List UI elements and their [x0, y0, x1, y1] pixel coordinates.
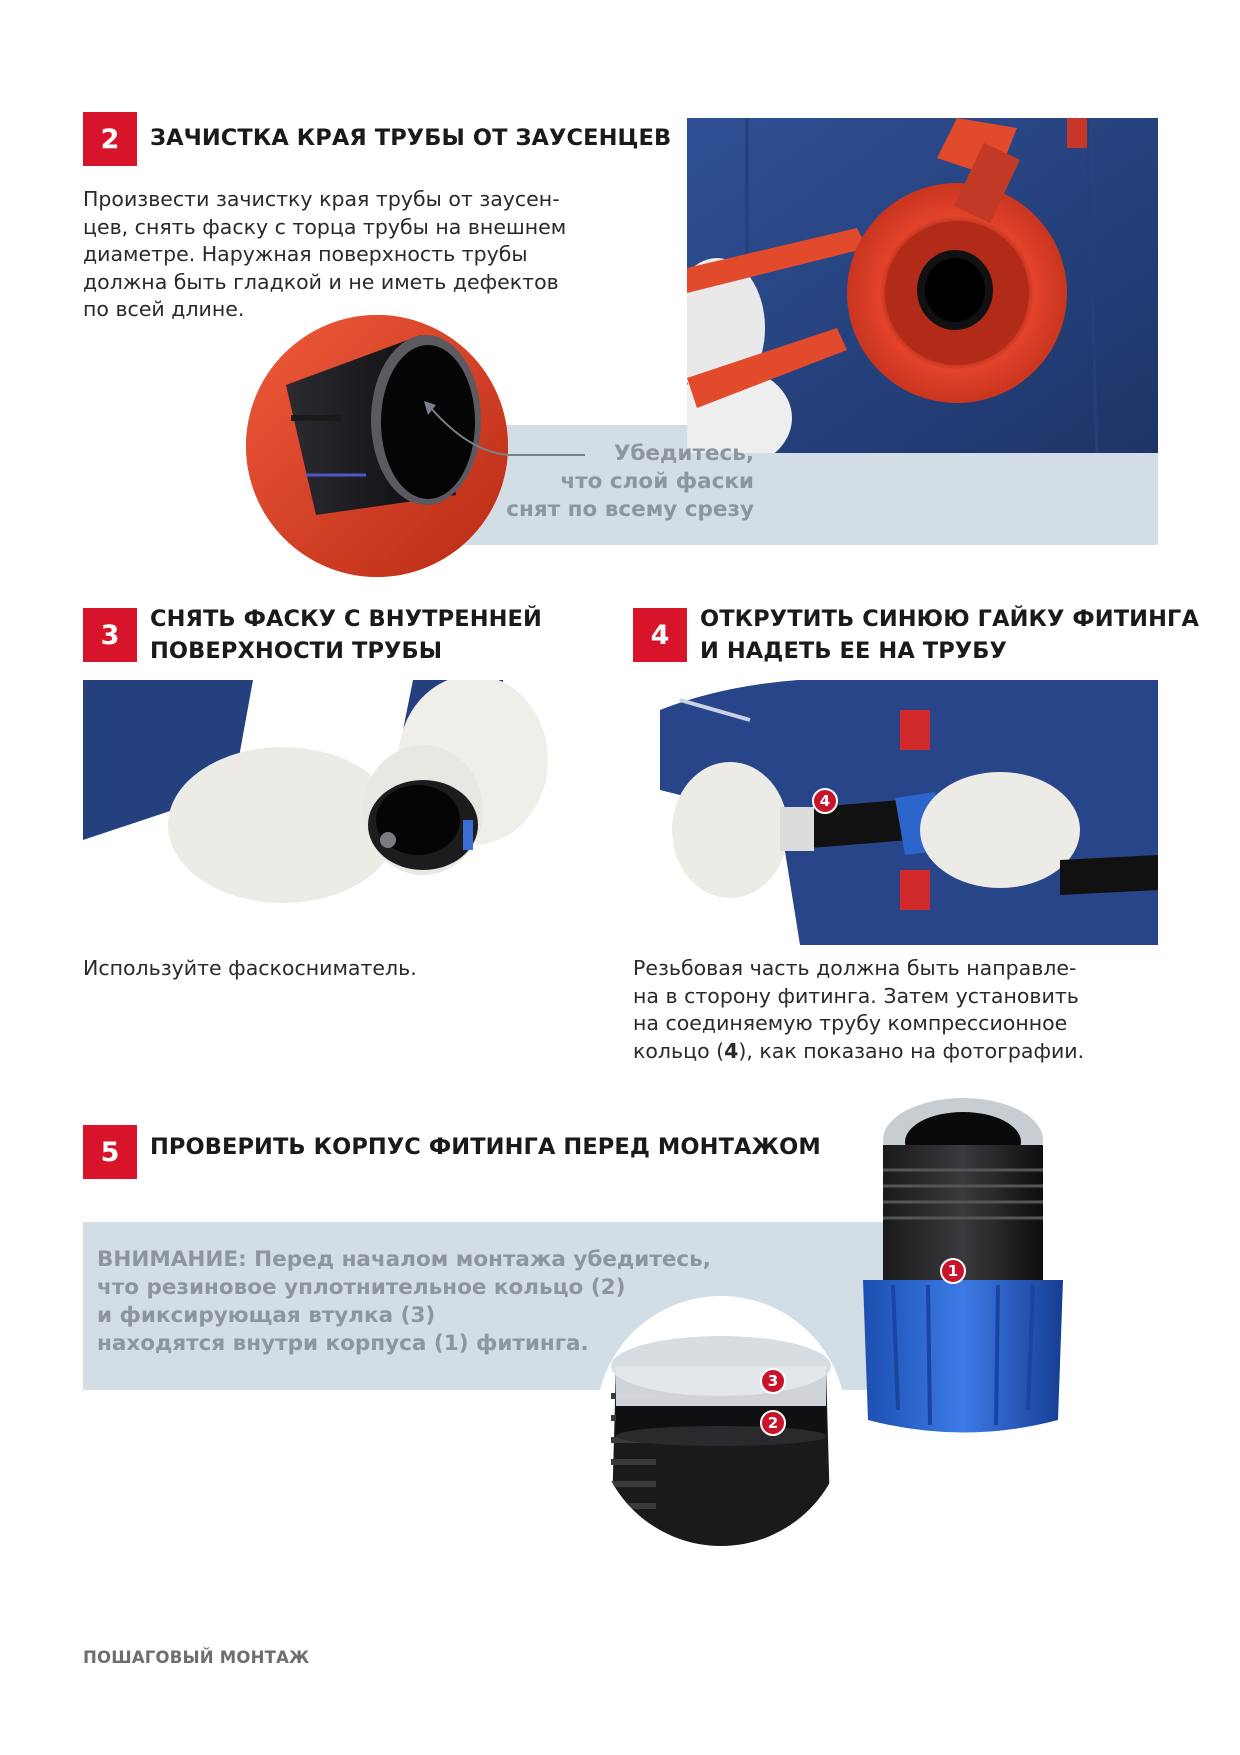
step-2-text — [83, 186, 566, 324]
text-line: цев, снять фаску с торца трубы на внешнем — [83, 214, 567, 239]
title-line: И НАДЕТЬ ЕЕ НА ТРУБУ — [700, 638, 1007, 664]
step-5-badge: 5 — [83, 1125, 137, 1179]
note-line: Убедитесь, — [613, 441, 754, 466]
step-3-text: Используйте фаскосниматель. — [83, 956, 417, 980]
page-footer: ПОШАГОВЫЙ МОНТАЖ — [83, 1648, 310, 1667]
chamfer-tool-photo — [83, 680, 553, 930]
text-line: на в сторону фитинга. Затем установить — [633, 983, 1079, 1008]
step-5-title: ПРОВЕРИТЬ КОРПУС ФИТИНГА ПЕРЕД МОНТАЖОМ — [150, 1134, 821, 1160]
text-line: Резьбовая часть должна быть направле- — [633, 956, 1077, 980]
photo-marker-4: 4 — [812, 788, 838, 814]
title-line: СНЯТЬ ФАСКУ С ВНУТРЕННЕЙ — [150, 606, 542, 632]
text-line: Произвести зачистку края трубы от заусен- — [83, 187, 560, 211]
text-line: диаметре. Наружная поверхность трубы — [83, 242, 528, 266]
step-5-note — [97, 1246, 711, 1358]
fitting-marker-3: 3 — [760, 1368, 786, 1394]
pipe-cutter-photo — [687, 118, 1158, 453]
note-line: находятся внутри корпуса (1) фитинга. — [97, 1331, 589, 1356]
fitting-marker-2: 2 — [760, 1410, 786, 1436]
step-4-title — [700, 603, 1199, 667]
step-4-badge: 4 — [633, 608, 687, 662]
note-line: ВНИМАНИЕ: Перед началом монтажа убедитесь, — [97, 1247, 711, 1272]
step-2-note — [506, 440, 754, 524]
note-line: что слой фаски — [560, 469, 754, 494]
step-3-title — [150, 603, 542, 667]
note-line: снят по всему срезу — [506, 497, 754, 522]
text-line: кольцо (4), как показано на фотографии. — [633, 1038, 1085, 1063]
fitting-internals-closeup — [596, 1296, 846, 1546]
fitting-marker-1: 1 — [940, 1258, 966, 1284]
text-line: на соединяемую трубу компрессионное — [633, 1011, 1068, 1035]
step-2-badge: 2 — [83, 112, 137, 166]
text-line: по всей длине. — [83, 297, 245, 321]
step-3-badge: 3 — [83, 608, 137, 662]
note-line: что резиновое уплотнительное кольцо (2) — [97, 1275, 626, 1300]
step-4-text — [633, 955, 1084, 1065]
title-line: ОТКРУТИТЬ СИНЮЮ ГАЙКУ ФИТИНГА — [700, 606, 1199, 632]
step-2-title: ЗАЧИСТКА КРАЯ ТРУБЫ ОТ ЗАУСЕНЦЕВ — [150, 125, 672, 151]
title-line: ПОВЕРХНОСТИ ТРУБЫ — [150, 638, 443, 664]
text-line: должна быть гладкой и не иметь дефектов — [83, 269, 559, 294]
nut-on-pipe-photo — [660, 680, 1158, 945]
note-line: и фиксирующая втулка (3) — [97, 1303, 436, 1328]
